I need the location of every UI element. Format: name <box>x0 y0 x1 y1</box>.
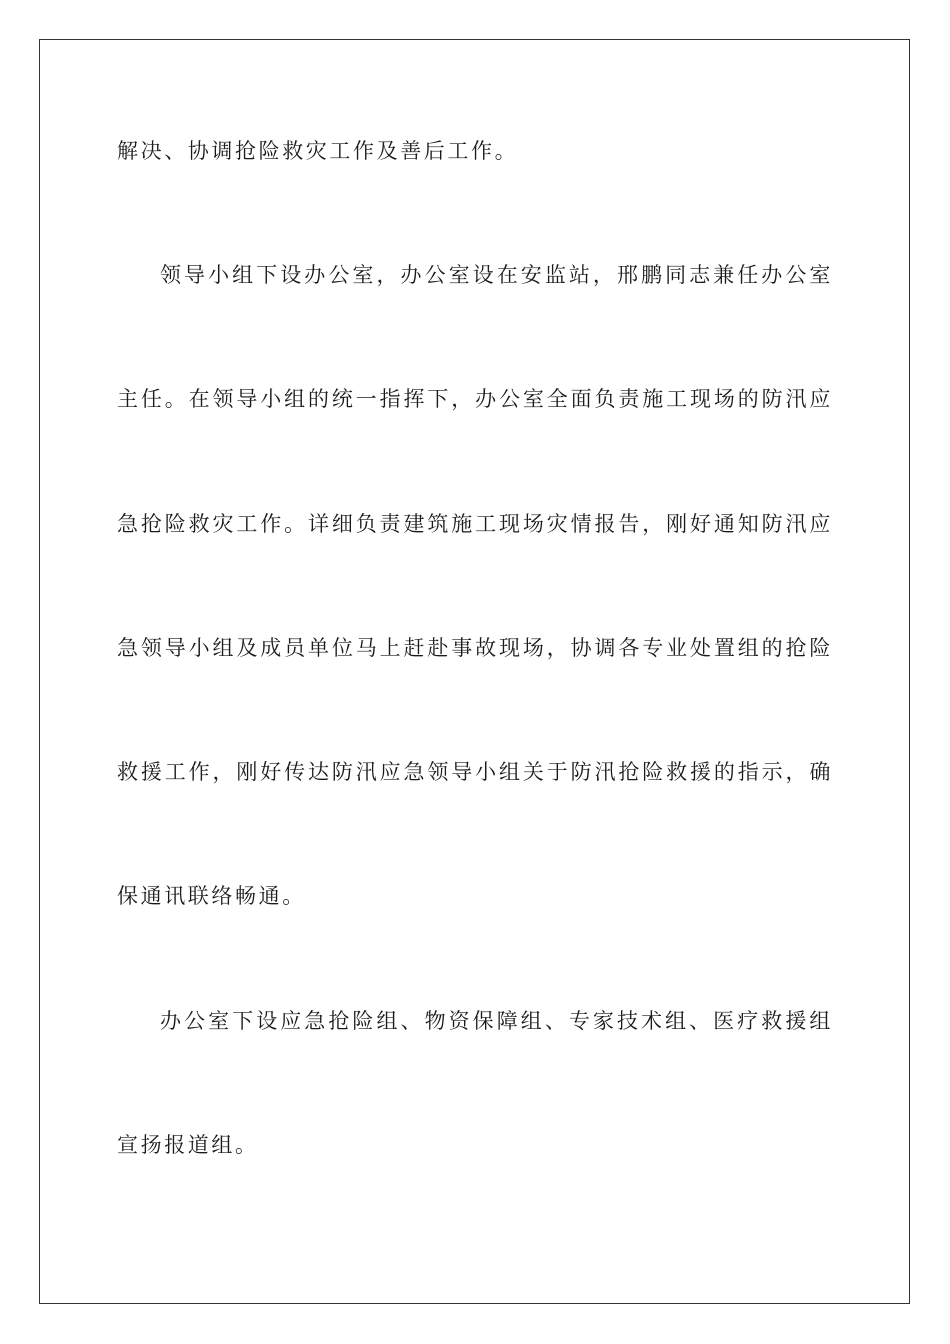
paragraph-line: 救援工作，刚好传达防汛应急领导小组关于防汛抢险救援的指示，确 <box>117 760 833 784</box>
paragraph-line: 保通讯联络畅通。 <box>117 884 306 908</box>
paragraph-line: 急领导小组及成员单位马上赶赴事故现场，协调各专业处置组的抢险 <box>117 636 833 660</box>
paragraph-line: 急抢险救灾工作。详细负责建筑施工现场灾情报告，刚好通知防汛应 <box>117 512 833 536</box>
paragraph-line: 领导小组下设办公室，办公室设在安监站，邢鹏同志兼任办公室 <box>160 263 833 287</box>
paragraph-line: 办公室下设应急抢险组、物资保障组、专家技术组、医疗救援组 <box>160 1009 833 1033</box>
paragraph-line: 解决、协调抢险救灾工作及善后工作。 <box>117 139 519 163</box>
paragraph-line: 主任。在领导小组的统一指挥下，办公室全面负责施工现场的防汛应 <box>117 387 833 411</box>
paragraph-line: 宣扬报道组。 <box>117 1133 259 1157</box>
page-border <box>39 39 910 1304</box>
